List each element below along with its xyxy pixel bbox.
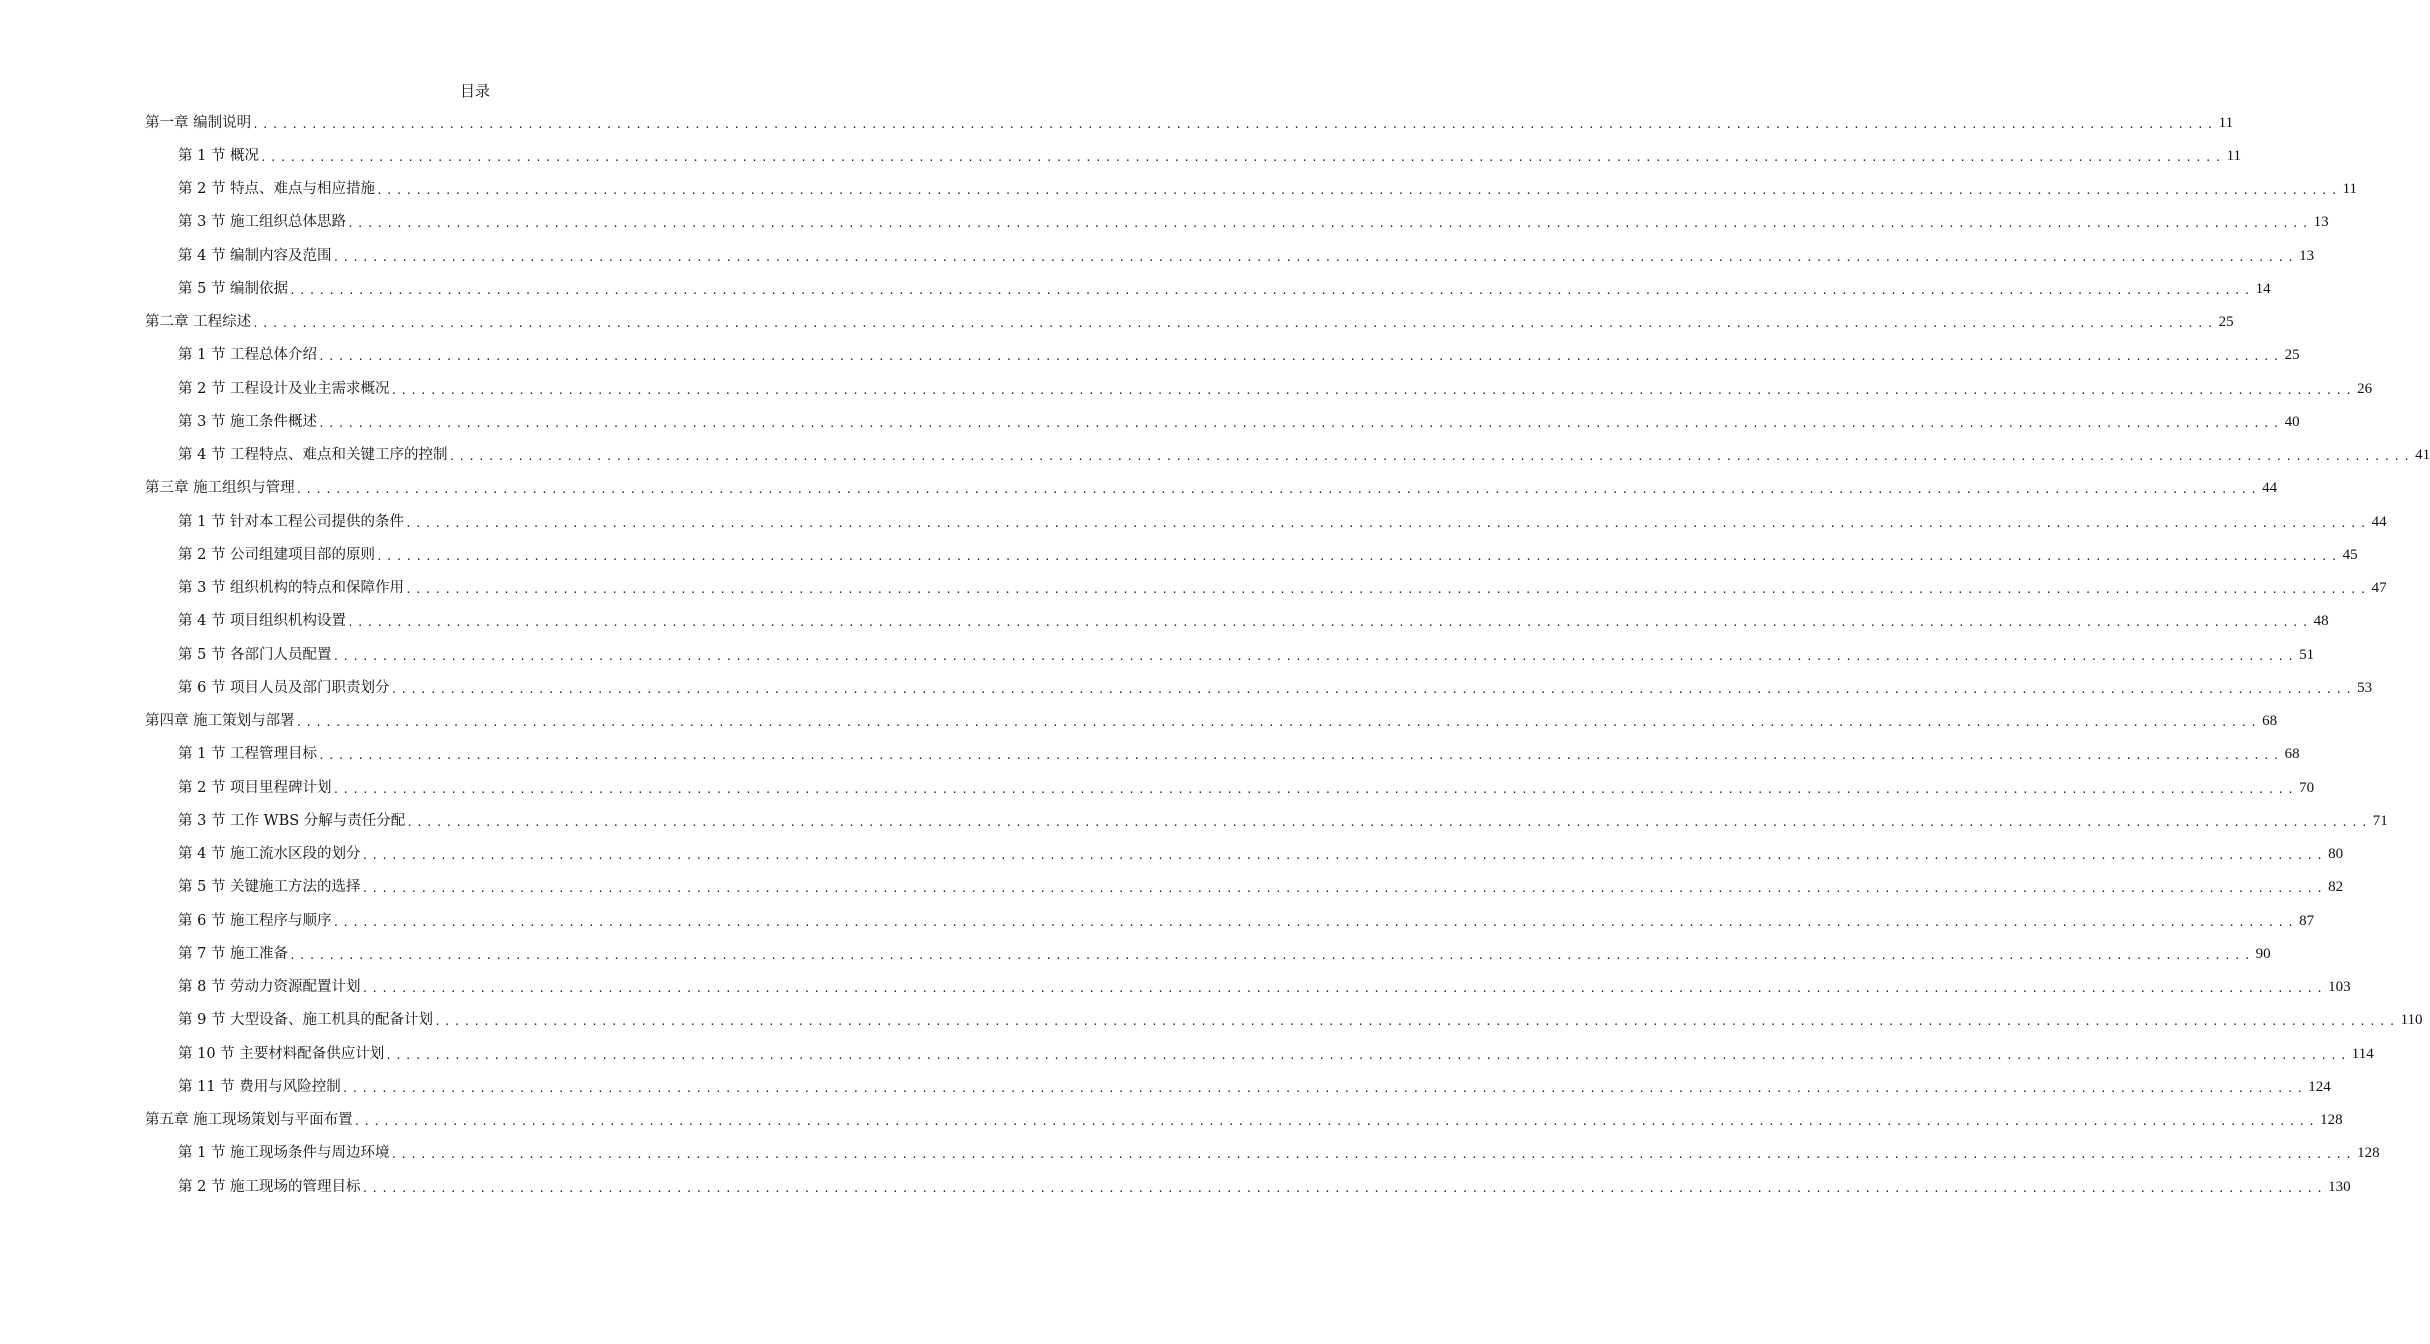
toc-dot-leader: ........................................................................................................................................................................................................ xyxy=(390,383,2356,397)
toc-dot-leader: ........................................................................................................................................................................................................ xyxy=(361,882,2327,896)
toc-list xyxy=(145,106,2430,1203)
toc-dot-leader: ........................................................................................................................................................................................................ xyxy=(405,516,2370,530)
toc-entry-page-number: 41 xyxy=(2415,447,2430,464)
toc-entry-label: 第 5 节 关键施工方法的选择 xyxy=(178,879,361,896)
toc-section-entry[interactable] xyxy=(145,339,2300,372)
toc-entry-label: 第 7 节 施工准备 xyxy=(178,945,289,962)
toc-entry-page-number: 68 xyxy=(2284,746,2300,763)
toc-dot-leader: ........................................................................................................................................................................................................ xyxy=(390,682,2356,696)
toc-section-entry[interactable] xyxy=(145,771,2315,804)
toc-dot-leader: ........................................................................................................................................................................................................ xyxy=(434,1015,2399,1029)
toc-entry-page-number: 128 xyxy=(2320,1112,2343,1129)
toc-entry-page-number: 26 xyxy=(2357,380,2373,397)
toc-dot-leader: ........................................................................................................................................................................................................ xyxy=(376,184,2341,198)
toc-entry-page-number: 110 xyxy=(2400,1012,2423,1029)
toc-entry-page-number: 114 xyxy=(2351,1045,2374,1062)
toc-entry-page-number: 25 xyxy=(2218,314,2234,331)
toc-dot-leader: ........................................................................................................................................................................................................ xyxy=(318,350,2283,364)
toc-entry-page-number: 68 xyxy=(2262,713,2278,730)
toc-entry-label: 第五章 施工现场策划与平面布置 xyxy=(145,1112,353,1129)
toc-dot-leader: ........................................................................................................................................................................................................ xyxy=(252,317,2217,331)
toc-section-entry[interactable] xyxy=(145,405,2300,438)
toc-dot-leader: ........................................................................................................................................................................................................ xyxy=(295,716,2261,730)
toc-entry-label: 第 1 节 施工现场条件与周边环境 xyxy=(178,1145,390,1162)
toc-dot-leader: ........................................................................................................................................................................................................ xyxy=(332,782,2298,796)
toc-section-entry[interactable] xyxy=(145,904,2315,937)
toc-dot-leader: ........................................................................................................................................................................................................ xyxy=(353,1115,2319,1129)
toc-section-entry[interactable] xyxy=(145,638,2315,671)
toc-entry-page-number: 13 xyxy=(2299,247,2315,264)
toc-dot-leader: ........................................................................................................................................................................................................ xyxy=(318,416,2283,430)
toc-entry-page-number: 128 xyxy=(2357,1145,2380,1162)
toc-entry-page-number: 124 xyxy=(2308,1078,2331,1095)
toc-entry-page-number: 90 xyxy=(2255,945,2271,962)
toc-section-entry[interactable] xyxy=(145,505,2387,538)
toc-entry-label: 第 6 节 施工程序与顺序 xyxy=(178,912,332,929)
toc-entry-label: 第 1 节 概况 xyxy=(178,147,260,164)
toc-entry-label: 第 3 节 施工组织总体思路 xyxy=(178,214,347,231)
toc-entry-label: 第 2 节 工程设计及业主需求概况 xyxy=(178,380,390,397)
toc-entry-label: 第 11 节 费用与风险控制 xyxy=(178,1078,341,1095)
toc-section-entry[interactable] xyxy=(145,671,2373,704)
toc-dot-leader: ........................................................................................................................................................................................................ xyxy=(361,849,2327,863)
toc-dot-leader: ........................................................................................................................................................................................................ xyxy=(332,250,2298,264)
toc-dot-leader: ........................................................................................................................................................................................................ xyxy=(332,915,2298,929)
toc-entry-page-number: 51 xyxy=(2299,646,2315,663)
toc-entry-label: 第 6 节 项目人员及部门职责划分 xyxy=(178,679,390,696)
toc-entry-page-number: 45 xyxy=(2342,546,2358,563)
toc-section-entry[interactable] xyxy=(145,971,2351,1004)
toc-dot-leader: ........................................................................................................................................................................................................ xyxy=(289,283,2254,297)
toc-entry-page-number: 11 xyxy=(2226,147,2242,164)
toc-entry-page-number: 40 xyxy=(2284,413,2300,430)
toc-dot-leader: ........................................................................................................................................................................................................ xyxy=(448,450,2414,464)
toc-entry-label: 第 8 节 劳动力资源配置计划 xyxy=(178,979,361,996)
toc-entry-label: 第 1 节 工程总体介绍 xyxy=(178,347,318,364)
toc-entry-page-number: 87 xyxy=(2299,912,2315,929)
toc-dot-leader: ........................................................................................................................................................................................................ xyxy=(361,982,2327,996)
toc-section-entry[interactable] xyxy=(145,871,2344,904)
toc-entry-page-number: 103 xyxy=(2328,979,2351,996)
toc-dot-leader: ........................................................................................................................................................................................................ xyxy=(289,948,2254,962)
toc-section-entry[interactable] xyxy=(145,738,2300,771)
toc-title: 目录 xyxy=(459,82,490,100)
toc-section-entry[interactable] xyxy=(145,272,2271,305)
toc-entry-page-number: 71 xyxy=(2372,812,2388,829)
toc-entry-page-number: 25 xyxy=(2284,347,2300,364)
toc-dot-leader: ........................................................................................................................................................................................................ xyxy=(405,583,2370,597)
toc-entry-label: 第 2 节 项目里程碑计划 xyxy=(178,779,332,796)
toc-section-entry[interactable] xyxy=(145,1170,2351,1203)
toc-section-entry[interactable] xyxy=(145,838,2344,871)
toc-entry-label: 第四章 施工策划与部署 xyxy=(145,713,295,730)
toc-entry-page-number: 47 xyxy=(2371,580,2387,597)
toc-dot-leader: ........................................................................................................................................................................................................ xyxy=(376,549,2341,563)
toc-entry-label: 第 3 节 组织机构的特点和保障作用 xyxy=(178,580,405,597)
toc-dot-leader: ........................................................................................................................................................................................................ xyxy=(347,616,2312,630)
toc-entry-label: 第 3 节 施工条件概述 xyxy=(178,413,318,430)
toc-dot-leader: ........................................................................................................................................................................................................ xyxy=(260,150,2225,164)
toc-section-entry[interactable] xyxy=(145,173,2358,206)
toc-entry-label: 第 2 节 施工现场的管理目标 xyxy=(178,1178,361,1195)
toc-dot-leader: ........................................................................................................................................................................................................ xyxy=(318,749,2283,763)
toc-entry-page-number: 11 xyxy=(2342,181,2358,198)
toc-dot-leader: ........................................................................................................................................................................................................ xyxy=(390,1148,2356,1162)
toc-entry-label: 第 4 节 工程特点、难点和关键工序的控制 xyxy=(178,447,448,464)
toc-entry-page-number: 130 xyxy=(2328,1178,2351,1195)
toc-section-entry[interactable] xyxy=(145,239,2315,272)
toc-entry-label: 第 4 节 施工流水区段的划分 xyxy=(178,846,361,863)
toc-section-entry[interactable] xyxy=(145,1070,2331,1103)
toc-section-entry[interactable] xyxy=(145,372,2373,405)
toc-section-entry[interactable] xyxy=(145,439,2430,472)
toc-entry-label: 第 10 节 主要材料配备供应计划 xyxy=(178,1045,385,1062)
toc-section-entry[interactable] xyxy=(145,139,2242,172)
toc-entry-label: 第 4 节 编制内容及范围 xyxy=(178,247,332,264)
toc-entry-label: 第 2 节 公司组建项目部的原则 xyxy=(178,546,376,563)
toc-entry-label: 第 3 节 工作 WBS 分解与责任分配 xyxy=(178,812,406,829)
toc-section-entry[interactable] xyxy=(145,937,2271,970)
toc-section-entry[interactable] xyxy=(145,1137,2380,1170)
toc-entry-label: 第二章 工程综述 xyxy=(145,314,252,331)
toc-section-entry[interactable] xyxy=(145,538,2358,571)
toc-entry-label: 第一章 编制说明 xyxy=(145,114,252,131)
toc-entry-page-number: 13 xyxy=(2313,214,2329,231)
toc-entry-page-number: 14 xyxy=(2255,280,2271,297)
toc-chapter-entry[interactable] xyxy=(145,106,2234,139)
toc-entry-label: 第 2 节 特点、难点与相应措施 xyxy=(178,181,376,198)
toc-entry-label: 第 5 节 编制依据 xyxy=(178,280,289,297)
toc-chapter-entry[interactable] xyxy=(145,1104,2343,1137)
toc-entry-page-number: 11 xyxy=(2218,114,2234,131)
toc-dot-leader: ........................................................................................................................................................................................................ xyxy=(361,1181,2327,1195)
toc-entry-label: 第 1 节 针对本工程公司提供的条件 xyxy=(178,513,405,530)
toc-dot-leader: ........................................................................................................................................................................................................ xyxy=(332,649,2298,663)
toc-section-entry[interactable] xyxy=(145,605,2329,638)
toc-dot-leader: ........................................................................................................................................................................................................ xyxy=(295,483,2261,497)
toc-entry-label: 第 1 节 工程管理目标 xyxy=(178,746,318,763)
toc-dot-leader: ........................................................................................................................................................................................................ xyxy=(341,1081,2307,1095)
toc-chapter-entry[interactable] xyxy=(145,472,2278,505)
toc-entry-page-number: 48 xyxy=(2313,613,2329,630)
toc-section-entry[interactable] xyxy=(145,1004,2423,1037)
toc-entry-label: 第 5 节 各部门人员配置 xyxy=(178,646,332,663)
toc-entry-page-number: 44 xyxy=(2371,513,2387,530)
toc-section-entry[interactable] xyxy=(145,572,2387,605)
toc-chapter-entry[interactable] xyxy=(145,705,2278,738)
toc-entry-page-number: 53 xyxy=(2357,679,2373,696)
toc-entry-label: 第 4 节 项目组织机构设置 xyxy=(178,613,347,630)
toc-entry-page-number: 80 xyxy=(2328,846,2344,863)
toc-section-entry[interactable] xyxy=(145,1037,2374,1070)
toc-entry-page-number: 44 xyxy=(2262,480,2278,497)
toc-section-entry[interactable] xyxy=(145,206,2329,239)
toc-entry-label: 第三章 施工组织与管理 xyxy=(145,480,295,497)
toc-entry-page-number: 70 xyxy=(2299,779,2315,796)
toc-dot-leader: ........................................................................................................................................................................................................ xyxy=(385,1048,2350,1062)
toc-dot-leader: ........................................................................................................................................................................................................ xyxy=(252,117,2217,131)
toc-entry-label: 第 9 节 大型设备、施工机具的配备计划 xyxy=(178,1012,434,1029)
toc-dot-leader: ........................................................................................................................................................................................................ xyxy=(406,815,2371,829)
toc-section-entry[interactable] xyxy=(145,804,2388,837)
toc-entry-page-number: 82 xyxy=(2328,879,2344,896)
toc-dot-leader: ........................................................................................................................................................................................................ xyxy=(347,217,2312,231)
toc-chapter-entry[interactable] xyxy=(145,306,2234,339)
